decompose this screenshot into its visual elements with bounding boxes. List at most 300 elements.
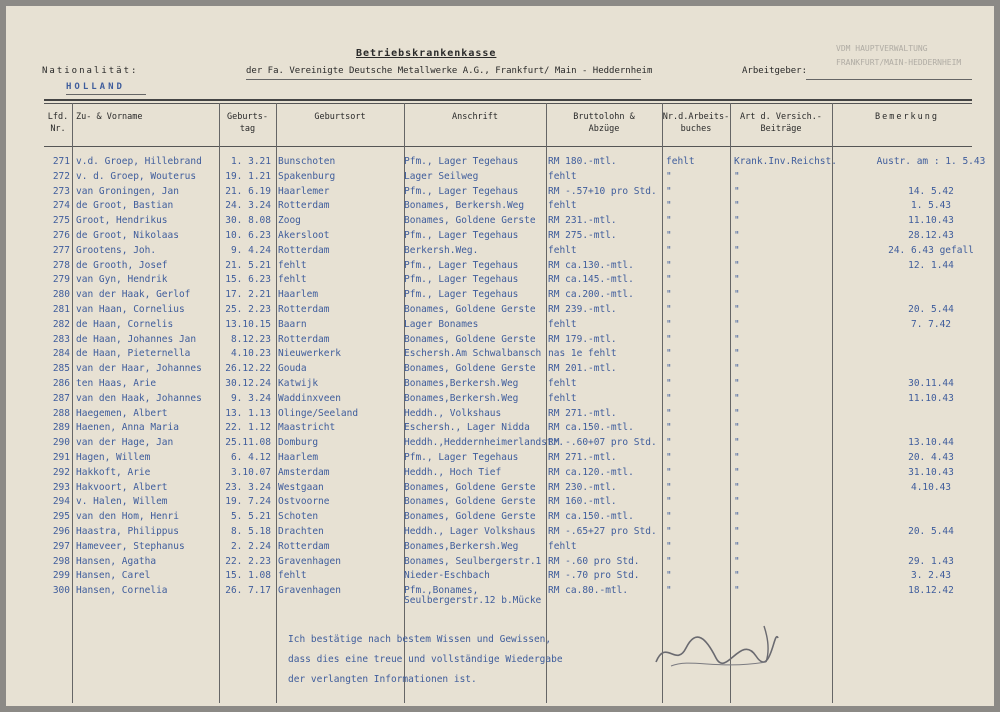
row-insurance: " bbox=[734, 422, 740, 434]
row-wage: RM ca.120.-mtl. bbox=[548, 466, 634, 478]
row-wage: fehlt bbox=[548, 540, 577, 552]
certification-line-3: der verlangten Informationen ist. bbox=[288, 674, 477, 685]
table-row bbox=[6, 274, 994, 290]
row-address: Heddh., Hoch Tief bbox=[404, 466, 502, 478]
row-birthdate: 10. 6.23 bbox=[225, 230, 271, 241]
row-number: 292 bbox=[52, 466, 70, 478]
row-workbook-nr: " bbox=[666, 215, 672, 227]
row-workbook-nr: fehlt bbox=[666, 156, 695, 167]
row-birthplace: Haarlem bbox=[278, 452, 319, 463]
row-address: Pfm., Lager Tegehaus bbox=[404, 259, 519, 271]
row-name: de Haan, Cornelis bbox=[76, 318, 174, 330]
row-remark: 11.10.43 bbox=[908, 392, 954, 404]
row-remark: 29. 1.43 bbox=[908, 555, 954, 567]
row-number: 296 bbox=[52, 526, 70, 537]
row-wage: fehlt bbox=[548, 170, 577, 182]
row-address: Lager Bonames bbox=[404, 318, 479, 330]
row-name: van Groningen, Jan bbox=[76, 185, 179, 197]
row-workbook-nr: " bbox=[666, 259, 672, 271]
row-number: 276 bbox=[52, 230, 70, 241]
row-address: Nieder-Eschbach bbox=[404, 570, 490, 582]
row-insurance: " bbox=[734, 378, 740, 389]
row-workbook-nr: " bbox=[666, 481, 672, 493]
row-wage: RM -.65+27 pro Std. bbox=[548, 526, 657, 537]
row-wage: RM -.60 pro Std. bbox=[548, 555, 640, 567]
row-remark: 20. 4.43 bbox=[908, 452, 954, 463]
row-address: Pfm., Lager Tegehaus bbox=[404, 156, 519, 167]
row-remark: 30.11.44 bbox=[908, 378, 954, 389]
table-row bbox=[6, 437, 994, 453]
row-remark: 14. 5.42 bbox=[908, 185, 954, 197]
table-row bbox=[6, 171, 994, 187]
row-birthplace: Gravenhagen bbox=[278, 585, 341, 597]
row-workbook-nr: " bbox=[666, 348, 672, 360]
row-number: 287 bbox=[52, 392, 70, 404]
row-birthplace: fehlt bbox=[278, 570, 307, 582]
row-remark: Austr. am : 1. 5.43 bbox=[876, 156, 986, 167]
row-birthdate: 17. 2.21 bbox=[225, 289, 271, 301]
table-row bbox=[6, 156, 994, 172]
employer-underline bbox=[806, 79, 972, 80]
row-birthplace: Bunschoten bbox=[278, 156, 336, 167]
row-number: 290 bbox=[52, 437, 70, 449]
row-name: Hansen, Cornelia bbox=[76, 585, 168, 597]
row-number: 272 bbox=[52, 170, 70, 182]
document-title: Betriebskrankenkasse bbox=[356, 48, 497, 59]
row-wage: nas 1e fehlt bbox=[548, 348, 617, 360]
row-wage: RM ca.200.-mtl. bbox=[548, 289, 634, 301]
table-row bbox=[6, 570, 994, 586]
row-insurance: " bbox=[734, 585, 740, 597]
row-birthdate: 22. 2.23 bbox=[225, 555, 271, 567]
row-number: 288 bbox=[52, 407, 70, 419]
row-birthdate: 24. 3.24 bbox=[225, 200, 271, 212]
row-birthplace: Schoten bbox=[278, 511, 319, 523]
row-number: 293 bbox=[52, 481, 70, 493]
row-wage: RM -.70 pro Std. bbox=[548, 570, 640, 582]
row-wage: RM 271.-mtl. bbox=[548, 452, 617, 463]
row-birthdate: 21. 5.21 bbox=[225, 259, 271, 271]
row-workbook-nr: " bbox=[666, 378, 672, 389]
row-birthplace: Baarn bbox=[278, 318, 307, 330]
row-number: 275 bbox=[52, 215, 70, 227]
row-insurance: " bbox=[734, 511, 740, 523]
row-birthdate: 25. 2.23 bbox=[225, 304, 271, 315]
row-insurance: " bbox=[734, 170, 740, 182]
table-row bbox=[6, 348, 994, 364]
row-name: Hagen, Willem bbox=[76, 452, 151, 463]
table-row bbox=[6, 289, 994, 305]
row-birthdate: 21. 6.19 bbox=[225, 185, 271, 197]
row-number: 294 bbox=[52, 496, 70, 508]
row-address: Bonames, Goldene Gerste bbox=[404, 304, 536, 315]
row-workbook-nr: " bbox=[666, 526, 672, 537]
row-name: van der Haak, Gerlof bbox=[76, 289, 191, 301]
row-remark: 11.10.43 bbox=[908, 215, 954, 227]
row-birthplace: Olinge/Seeland bbox=[278, 407, 359, 419]
company-line: der Fa. Vereinigte Deutsche Metallwerke A.G., Frankfurt/ Main - Heddernheim bbox=[246, 66, 653, 76]
row-insurance: " bbox=[734, 215, 740, 227]
row-workbook-nr: " bbox=[666, 422, 672, 434]
row-birthplace: Nieuwerkerk bbox=[278, 348, 341, 360]
row-birthdate: 13.10.15 bbox=[225, 318, 271, 330]
row-address: Pfm., Lager Tegehaus bbox=[404, 289, 519, 301]
row-wage: RM 180.-mtl. bbox=[548, 156, 617, 167]
row-wage: fehlt bbox=[548, 318, 577, 330]
row-workbook-nr: " bbox=[666, 407, 672, 419]
row-number: 300 bbox=[52, 585, 70, 597]
row-address: Bonames,Berkersh.Weg bbox=[404, 392, 519, 404]
row-name: Haastra, Philippus bbox=[76, 526, 179, 537]
table-row bbox=[6, 556, 994, 572]
document-page bbox=[6, 6, 994, 706]
row-insurance: " bbox=[734, 185, 740, 197]
table-row bbox=[6, 260, 994, 276]
row-number: 283 bbox=[52, 333, 70, 345]
row-remark: 7. 7.42 bbox=[910, 318, 952, 330]
table-row bbox=[6, 541, 994, 557]
table-row bbox=[6, 526, 994, 542]
row-number: 280 bbox=[52, 289, 70, 301]
table-row bbox=[6, 482, 994, 498]
row-name: de Haan, Pieternella bbox=[76, 348, 191, 360]
row-birthplace: Ostvoorne bbox=[278, 496, 330, 508]
row-birthdate: 30. 8.08 bbox=[225, 215, 271, 227]
row-remark: 20. 5.44 bbox=[908, 526, 954, 537]
table-row bbox=[6, 393, 994, 409]
row-workbook-nr: " bbox=[666, 170, 672, 182]
row-number: 297 bbox=[52, 540, 70, 552]
row-number: 284 bbox=[52, 348, 70, 360]
row-address: Bonames, Goldene Gerste bbox=[404, 511, 536, 523]
row-number: 281 bbox=[52, 304, 70, 315]
row-birthplace: Rotterdam bbox=[278, 333, 330, 345]
row-wage: RM 160.-mtl. bbox=[548, 496, 617, 508]
row-remark: 24. 6.43 gefall bbox=[888, 244, 974, 256]
row-wage: RM 239.-mtl. bbox=[548, 304, 617, 315]
row-birthdate: 25.11.08 bbox=[225, 437, 271, 449]
row-wage: fehlt bbox=[548, 378, 577, 389]
row-workbook-nr: " bbox=[666, 363, 672, 375]
row-insurance: " bbox=[734, 348, 740, 360]
row-wage: RM ca.145.-mtl. bbox=[548, 274, 634, 286]
handwritten-signature bbox=[646, 618, 786, 682]
table-row bbox=[6, 378, 994, 394]
row-address: Pfm., Lager Tegehaus bbox=[404, 452, 519, 463]
row-workbook-nr: " bbox=[666, 466, 672, 478]
row-address: Pfm., Lager Tegehaus bbox=[404, 185, 519, 197]
row-name: van Haan, Cornelius bbox=[76, 304, 185, 315]
row-address: Bonames, Goldene Gerste bbox=[404, 481, 536, 493]
nationality-value: HOLLAND bbox=[66, 82, 125, 92]
row-wage: RM -.60+07 pro Std. bbox=[548, 437, 657, 449]
row-workbook-nr: " bbox=[666, 289, 672, 301]
row-name: Hakkoft, Arie bbox=[76, 466, 151, 478]
row-birthplace: Maastricht bbox=[278, 422, 336, 434]
row-workbook-nr: " bbox=[666, 304, 672, 315]
company-stamp-line2: FRANKFURT/MAIN-HEDDERNHEIM bbox=[836, 58, 962, 67]
row-name: van den Haak, Johannes bbox=[76, 392, 202, 404]
row-name: van der Haar, Johannes bbox=[76, 363, 202, 375]
table-row bbox=[6, 334, 994, 350]
table-row bbox=[6, 304, 994, 320]
row-name: v. d. Groep, Wouterus bbox=[76, 170, 197, 182]
row-number: 291 bbox=[52, 452, 70, 463]
row-address: Eschersh.Am Schwalbansch bbox=[404, 348, 542, 360]
row-address: Bonames, Goldene Gerste bbox=[404, 363, 536, 375]
row-birthplace: Gouda bbox=[278, 363, 307, 375]
row-address: Eschersh., Lager Nidda bbox=[404, 422, 530, 434]
row-number: 285 bbox=[52, 363, 70, 375]
row-number: 279 bbox=[52, 274, 70, 286]
row-insurance: " bbox=[734, 452, 740, 463]
row-wage: RM ca.80.-mtl. bbox=[548, 585, 629, 597]
row-remark: 28.12.43 bbox=[908, 230, 954, 241]
col-header-anschrift: Anschrift bbox=[451, 112, 499, 122]
row-workbook-nr: " bbox=[666, 274, 672, 286]
row-workbook-nr: " bbox=[666, 200, 672, 212]
col-header-nr-arbeitsbuch: Nr.d.Arbeits- buches bbox=[662, 112, 730, 134]
col-header-bemerkung: Bemerkung bbox=[874, 112, 940, 122]
row-insurance: " bbox=[734, 466, 740, 478]
row-wage: RM ca.150.-mtl. bbox=[548, 422, 634, 434]
row-workbook-nr: " bbox=[666, 392, 672, 404]
row-birthplace: Gravenhagen bbox=[278, 555, 341, 567]
row-address: Heddh., Volkshaus bbox=[404, 407, 502, 419]
row-name: Groot, Hendrikus bbox=[76, 215, 168, 227]
table-row bbox=[6, 452, 994, 468]
table-row bbox=[6, 467, 994, 483]
row-address: Bonames, Goldene Gerste bbox=[404, 215, 536, 227]
row-insurance: " bbox=[734, 200, 740, 212]
row-workbook-nr: " bbox=[666, 437, 672, 449]
row-birthplace: Waddinxveen bbox=[278, 392, 341, 404]
row-wage: RM 179.-mtl. bbox=[548, 333, 617, 345]
row-wage: fehlt bbox=[548, 200, 577, 212]
row-name: de Groot, Nikolaas bbox=[76, 230, 179, 241]
row-birthplace: Drachten bbox=[278, 526, 324, 537]
row-address: Bonames, Berkersh.Weg bbox=[404, 200, 525, 212]
row-birthdate: 23. 3.24 bbox=[225, 481, 271, 493]
row-remark: 12. 1.44 bbox=[908, 259, 954, 271]
row-birthdate: 15. 1.08 bbox=[225, 570, 271, 582]
row-wage: RM 275.-mtl. bbox=[548, 230, 617, 241]
row-insurance: " bbox=[734, 230, 740, 241]
row-workbook-nr: " bbox=[666, 511, 672, 523]
row-birthdate: 8. 5.18 bbox=[230, 526, 271, 537]
row-workbook-nr: " bbox=[666, 496, 672, 508]
row-birthdate: 26. 7.17 bbox=[225, 585, 271, 597]
row-number: 295 bbox=[52, 511, 70, 523]
row-insurance: " bbox=[734, 496, 740, 508]
row-number: 286 bbox=[52, 378, 70, 389]
table-row bbox=[6, 422, 994, 438]
row-birthdate: 19. 1.21 bbox=[225, 170, 271, 182]
row-wage: RM 201.-mtl. bbox=[548, 363, 617, 375]
row-birthplace: Rotterdam bbox=[278, 244, 330, 256]
row-number: 299 bbox=[52, 570, 70, 582]
table-row bbox=[6, 200, 994, 216]
row-name: Haegemen, Albert bbox=[76, 407, 168, 419]
row-workbook-nr: " bbox=[666, 333, 672, 345]
row-insurance: Krank.Inv.Reichst. bbox=[734, 156, 837, 167]
company-underline bbox=[246, 79, 641, 80]
row-workbook-nr: " bbox=[666, 244, 672, 256]
row-wage: RM ca.130.-mtl. bbox=[548, 259, 634, 271]
table-row bbox=[6, 363, 994, 379]
row-insurance: " bbox=[734, 526, 740, 537]
col-header-lfd-nr: Lfd. Nr. bbox=[47, 112, 69, 134]
row-birthplace: Zoog bbox=[278, 215, 301, 227]
row-birthplace: Akersloot bbox=[278, 230, 330, 241]
row-birthplace: Amsterdam bbox=[278, 466, 330, 478]
row-insurance: " bbox=[734, 407, 740, 419]
row-number: 277 bbox=[52, 244, 70, 256]
row-number: 289 bbox=[52, 422, 70, 434]
row-address: Pfm., Lager Tegehaus bbox=[404, 230, 519, 241]
certification-line-2: dass dies eine treue und vollständige Wiedergabe bbox=[288, 654, 563, 665]
table-row bbox=[6, 585, 994, 607]
row-number: 278 bbox=[52, 259, 70, 271]
employer-label: Arbeitgeber: bbox=[742, 66, 808, 76]
row-birthplace: Rotterdam bbox=[278, 200, 330, 212]
row-birthplace: Domburg bbox=[278, 437, 319, 449]
row-birthplace: Haarlemer bbox=[278, 185, 330, 197]
row-birthdate: 4.10.23 bbox=[230, 348, 271, 360]
row-address: Berkersh.Weg. bbox=[404, 244, 479, 256]
row-number: 273 bbox=[52, 185, 70, 197]
row-workbook-nr: " bbox=[666, 555, 672, 567]
row-birthdate: 22. 1.12 bbox=[225, 422, 271, 434]
row-remark: 3. 2.43 bbox=[910, 570, 952, 582]
row-insurance: " bbox=[734, 363, 740, 375]
row-number: 271 bbox=[52, 156, 70, 167]
row-wage: RM 271.-mtl. bbox=[548, 407, 617, 419]
row-name: ten Haas, Arie bbox=[76, 378, 157, 389]
nationality-underline bbox=[66, 94, 146, 95]
row-name: Hakvoort, Albert bbox=[76, 481, 168, 493]
row-birthplace: Rotterdam bbox=[278, 540, 330, 552]
col-header-versicherung: Art d. Versich.- Beiträge bbox=[740, 112, 822, 134]
row-name: de Grooth, Josef bbox=[76, 259, 168, 271]
company-stamp-line1: VDM HAUPTVERWALTUNG bbox=[836, 44, 928, 53]
table-row bbox=[6, 230, 994, 246]
row-insurance: " bbox=[734, 555, 740, 567]
row-wage: RM ca.150.-mtl. bbox=[548, 511, 634, 523]
row-insurance: " bbox=[734, 274, 740, 286]
row-name: van den Hom, Henri bbox=[76, 511, 179, 523]
row-name: van der Hage, Jan bbox=[76, 437, 174, 449]
row-address: Heddh.,Heddernheimerlandstr. bbox=[404, 437, 565, 449]
row-birthplace: fehlt bbox=[278, 274, 307, 286]
row-birthplace: Westgaan bbox=[278, 481, 324, 493]
row-insurance: " bbox=[734, 304, 740, 315]
row-remark: 13.10.44 bbox=[908, 437, 954, 449]
row-birthdate: 9. 3.24 bbox=[230, 392, 271, 404]
row-workbook-nr: " bbox=[666, 452, 672, 463]
row-address: Pfm., Lager Tegehaus bbox=[404, 274, 519, 286]
row-name: v. Halen, Willem bbox=[76, 496, 168, 508]
row-birthdate: 6. 4.12 bbox=[230, 452, 271, 463]
row-insurance: " bbox=[734, 333, 740, 345]
row-birthdate: 5. 5.21 bbox=[230, 511, 271, 523]
col-header-geburtstag: Geburts- tag bbox=[227, 112, 268, 134]
row-address: Bonames,Berkersh.Weg bbox=[404, 378, 519, 389]
nationality-label: Nationalität: bbox=[42, 66, 139, 76]
row-birthplace: Spakenburg bbox=[278, 170, 336, 182]
row-birthdate: 15. 6.23 bbox=[225, 274, 271, 286]
table-row bbox=[6, 319, 994, 335]
row-name: Hansen, Carel bbox=[76, 570, 151, 582]
row-insurance: " bbox=[734, 540, 740, 552]
row-address: Bonames, Seulbergerstr.1 bbox=[404, 555, 542, 567]
row-workbook-nr: " bbox=[666, 185, 672, 197]
row-birthdate: 19. 7.24 bbox=[225, 496, 271, 508]
row-birthplace: Rotterdam bbox=[278, 304, 330, 315]
row-wage: fehlt bbox=[548, 244, 577, 256]
row-address-line2: Seulbergerstr.12 b.Mücke bbox=[404, 595, 542, 607]
row-insurance: " bbox=[734, 392, 740, 404]
row-address: Pfm.,Bonames, bbox=[404, 585, 479, 597]
row-birthplace: Haarlem bbox=[278, 289, 319, 301]
row-wage: RM 230.-mtl. bbox=[548, 481, 617, 493]
row-address: Heddh., Lager Volkshaus bbox=[404, 526, 536, 537]
row-birthplace: fehlt bbox=[278, 259, 307, 271]
row-workbook-nr: " bbox=[666, 540, 672, 552]
row-name: de Groot, Bastian bbox=[76, 200, 174, 212]
row-insurance: " bbox=[734, 481, 740, 493]
row-insurance: " bbox=[734, 570, 740, 582]
row-workbook-nr: " bbox=[666, 230, 672, 241]
table-row bbox=[6, 215, 994, 231]
row-number: 282 bbox=[52, 318, 70, 330]
row-birthdate: 26.12.22 bbox=[225, 363, 271, 375]
row-remark: 4.10.43 bbox=[910, 481, 952, 493]
table-row bbox=[6, 245, 994, 261]
table-top-rule bbox=[44, 99, 972, 101]
row-name: Haenen, Anna Maria bbox=[76, 422, 179, 434]
row-wage: RM 231.-mtl. bbox=[548, 215, 617, 227]
col-header-geburtsort: Geburtsort bbox=[314, 112, 366, 122]
table-row bbox=[6, 511, 994, 527]
row-remark: 31.10.43 bbox=[908, 466, 954, 478]
row-number: 298 bbox=[52, 555, 70, 567]
row-wage: fehlt bbox=[548, 392, 577, 404]
table-row bbox=[6, 408, 994, 424]
row-birthdate: 1. 3.21 bbox=[230, 156, 271, 167]
row-address: Bonames, Goldene Gerste bbox=[404, 333, 536, 345]
row-birthdate: 8.12.23 bbox=[230, 333, 271, 345]
row-insurance: " bbox=[734, 318, 740, 330]
row-address: Lager Seilweg bbox=[404, 170, 479, 182]
table-row bbox=[6, 186, 994, 202]
row-insurance: " bbox=[734, 244, 740, 256]
row-name: de Haan, Johannes Jan bbox=[76, 333, 197, 345]
row-name: Hansen, Agatha bbox=[76, 555, 157, 567]
row-workbook-nr: " bbox=[666, 585, 672, 597]
row-address: Bonames,Berkersh.Weg bbox=[404, 540, 519, 552]
row-birthdate: 2. 2.24 bbox=[230, 540, 271, 552]
col-header-name: Zu- & Vorname bbox=[76, 112, 143, 122]
row-address: Bonames, Goldene Gerste bbox=[404, 496, 536, 508]
row-remark: 20. 5.44 bbox=[908, 304, 954, 315]
row-wage: RM -.57+10 pro Std. bbox=[548, 185, 657, 197]
row-birthdate: 13. 1.13 bbox=[225, 407, 271, 419]
row-workbook-nr: " bbox=[666, 570, 672, 582]
row-workbook-nr: " bbox=[666, 318, 672, 330]
row-number: 274 bbox=[52, 200, 70, 212]
row-remark: 18.12.42 bbox=[908, 585, 954, 597]
